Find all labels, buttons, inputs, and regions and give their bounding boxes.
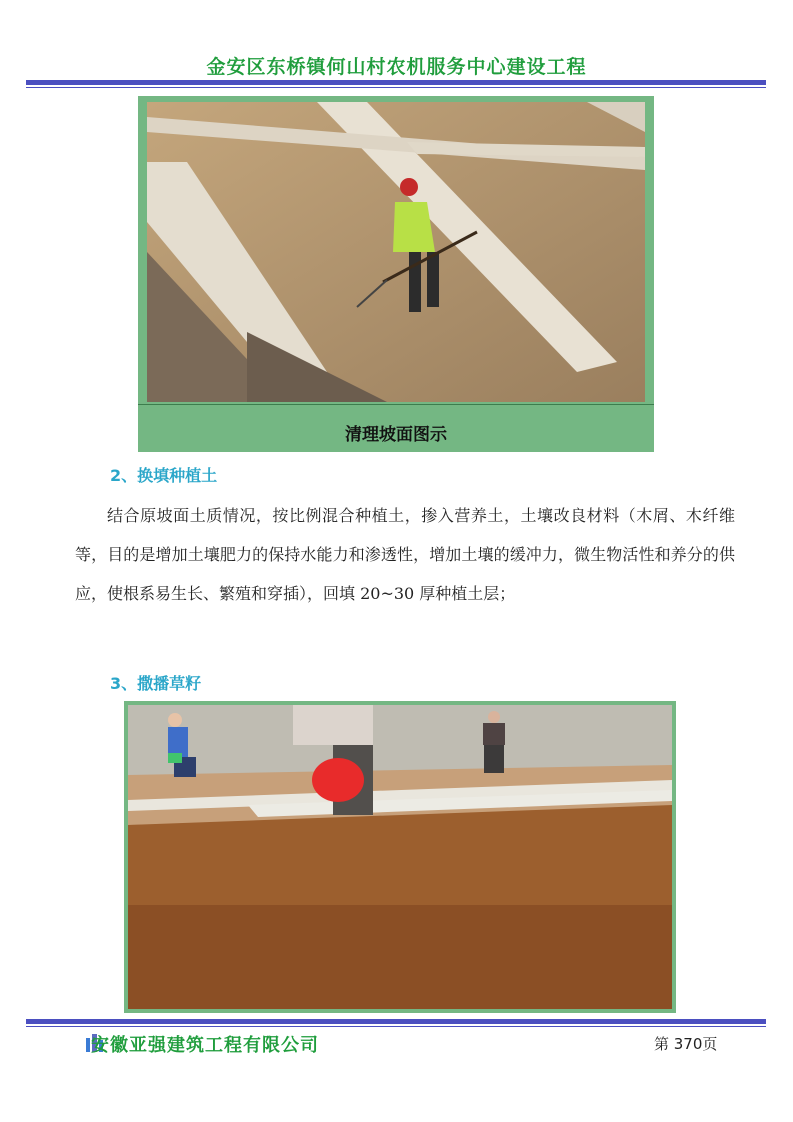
section-3-heading: 3、撒播草籽 [110, 674, 202, 693]
figure-1-frame [138, 96, 654, 452]
grass-seeding-photo [128, 705, 672, 1009]
page-number: 第 370页 [654, 1035, 718, 1053]
figure-2-frame [124, 701, 676, 1013]
caption-divider [138, 404, 654, 405]
header-title: 金安区东桥镇何山村农机服务中心建设工程 [206, 56, 587, 78]
section-2-paragraph: 结合原坡面土质情况，按比例混合种植土，掺入营养土，土壤改良材料（木屑、木纤维等，目的是增加土壤肥力的保持水能力和渗透性，增加土壤的缓冲力，微生物活性和养分的供应，使根系易生长、繁殖和穿插），回填 20~30 厚种植土层； [75, 506, 735, 603]
footer-company: 安徽亚强建筑工程有限公司 [91, 1035, 319, 1056]
section-2-heading: 2、换填种植土 [110, 466, 218, 485]
slope-clearing-photo [147, 102, 645, 402]
header-rule [26, 80, 766, 88]
footer-rule [26, 1019, 766, 1027]
figure-1-caption: 清理坡面图示 [345, 425, 447, 445]
